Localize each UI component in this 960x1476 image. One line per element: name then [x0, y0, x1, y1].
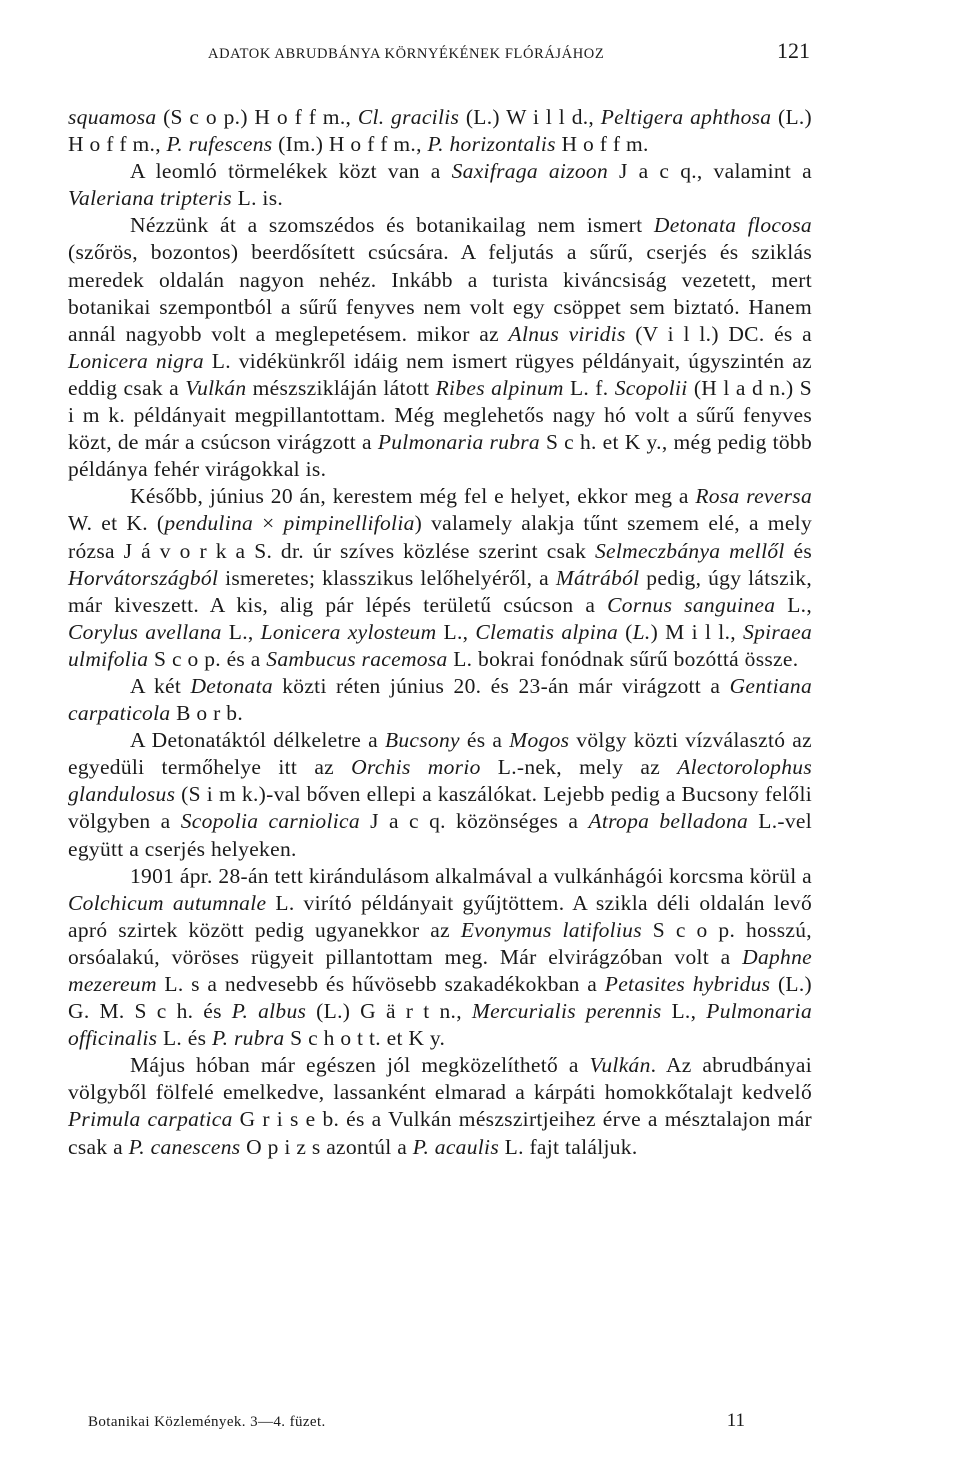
- paragraph: Később, június 20 án, kerestem még fel e helyet, ekkor meg a Rosa reversa W. et K. (pendulina × pimpinellifolia) valamely alakja tűnt szemem elé, a mely rózsa J á v o r k a S. dr. úr szíves közlése szerint csak Selmeczbánya mellől és Horvátországból ismeretes; klasszikus lelőhelyéről, a Mátrából pedig, úgy látszik, már kiveszett. A kis, alig pár lépés területű csúcson a Cornus sanguinea L., Corylus avellana L., Lonicera xylosteum L., Clematis alpina (L.) M i l l., Spiraea ulmifolia S c o p. és a Sambucus racemosa L. bokrai fonódnak sűrű bozóttá össze.: [68, 484, 812, 671]
- page-footer: [0, 1410, 960, 1440]
- paragraph: 1901 ápr. 28-án tett kirándulásom alkalmával a vulkánhágói korcsma körül a Colchicum autumnale L. virító példányait gyűjtöttem. A szikla déli oldalán levő apró szirtek között pedig ugyanekkor az Evonymus latifolius S c o p. hosszú, orsóalakú, vöröses rügyeit pillantottam meg. Már elvirágzóban volt a Daphne mezereum L. s a nedvesebb és hűvösebb szakadékokban a Petasites hybridus (L.) G. M. S c h. és P. albus (L.) G ä r t n., Mercurialis perennis L., Pulmonaria officinalis L. és P. rubra S c h o t t. et K y.: [68, 863, 813, 1051]
- paragraph: Nézzünk át a szomszédos és botanikailag nem ismert Detonata flocosa (szőrös, bozontos) beerdősített csúcsára. A feljutás a sűrű, cserjés és sziklás meredek oldalán nagyon nehéz. Inkább a turista kiváncsiság vezetett, mert botanikai szempontból a sűrű fenyves nem volt egy csöppet sem biztató. Hanem annál nagyobb volt a meglepetésem. mikor az Alnus viridis (V i l l.) DC. és a Lonicera nigra L. vidékünkről idáig nem ismert rügyes példányait, úgyszintén az eddig csak a Vulkán mészszikláján látott Ribes alpinum L. f. Scopolii (H l a d n.) S i m k. példányait megpillantottam. Még meglehetős nagy hó volt a sűrű fenyves közt, de már a csúcson virágzott a Pulmonaria rubra S c h. et K y., még pedig több példánya fehér virágokkal is.: [68, 213, 813, 482]
- journal-reference: Botanikai Közlemények. 3—4. füzet.: [88, 1414, 326, 1430]
- paragraph: A Detonatáktól délkeletre a Bucsony és a Mogos völgy közti vízválasztó az egyedüli termőhelye itt az Orchis morio L.-nek, mely az Alectorolophus glandulosus (S i m k.)-val bőven ellepi a kaszálókat. Lejebb pedig a Bucsony felőli völgyben a Scopolia carniolica J a c q. közönséges a Atropa belladona L.-vel együtt a cserjés helyeken.: [68, 728, 813, 861]
- paragraph: A két Detonata közti réten június 20. és 23-án már virágzott a Gentiana carpaticola B o r b.: [68, 673, 812, 726]
- page-header: [0, 36, 960, 70]
- page-number: 121: [777, 38, 810, 63]
- body-text: [68, 104, 812, 1161]
- paragraph: squamosa (S c o p.) H o f f m., Cl. gracilis (L.) W i l l d., Peltigera aphthosa (L.) H o f f m., P. rufescens (Im.) H o f f m., P. horizontalis H o f f m.: [68, 105, 813, 157]
- signature-mark: 11: [726, 1410, 745, 1431]
- paragraph: A leomló törmelékek közt van a Saxifraga aizoon J a c q., valamint a Valeriana tripteris L. is.: [68, 159, 812, 211]
- running-head: ADATOK ABRUDBÁNYA KÖRNYÉKÉNEK FLÓRÁJÁHOZ: [208, 46, 605, 62]
- paragraph: Május hóban már egészen jól megközelíthető a Vulkán. Az abrudbányai völgyből fölfelé emelkedve, lassanként elmarad a kárpáti homokkőtalajt kedvelő Primula carpatica G r i s e b. és a Vulkán mészszirtjeihez érve a mésztalajon már csak a P. canescens O p i z s azontúl a P. acaulis L. fajt találjuk.: [68, 1053, 812, 1159]
